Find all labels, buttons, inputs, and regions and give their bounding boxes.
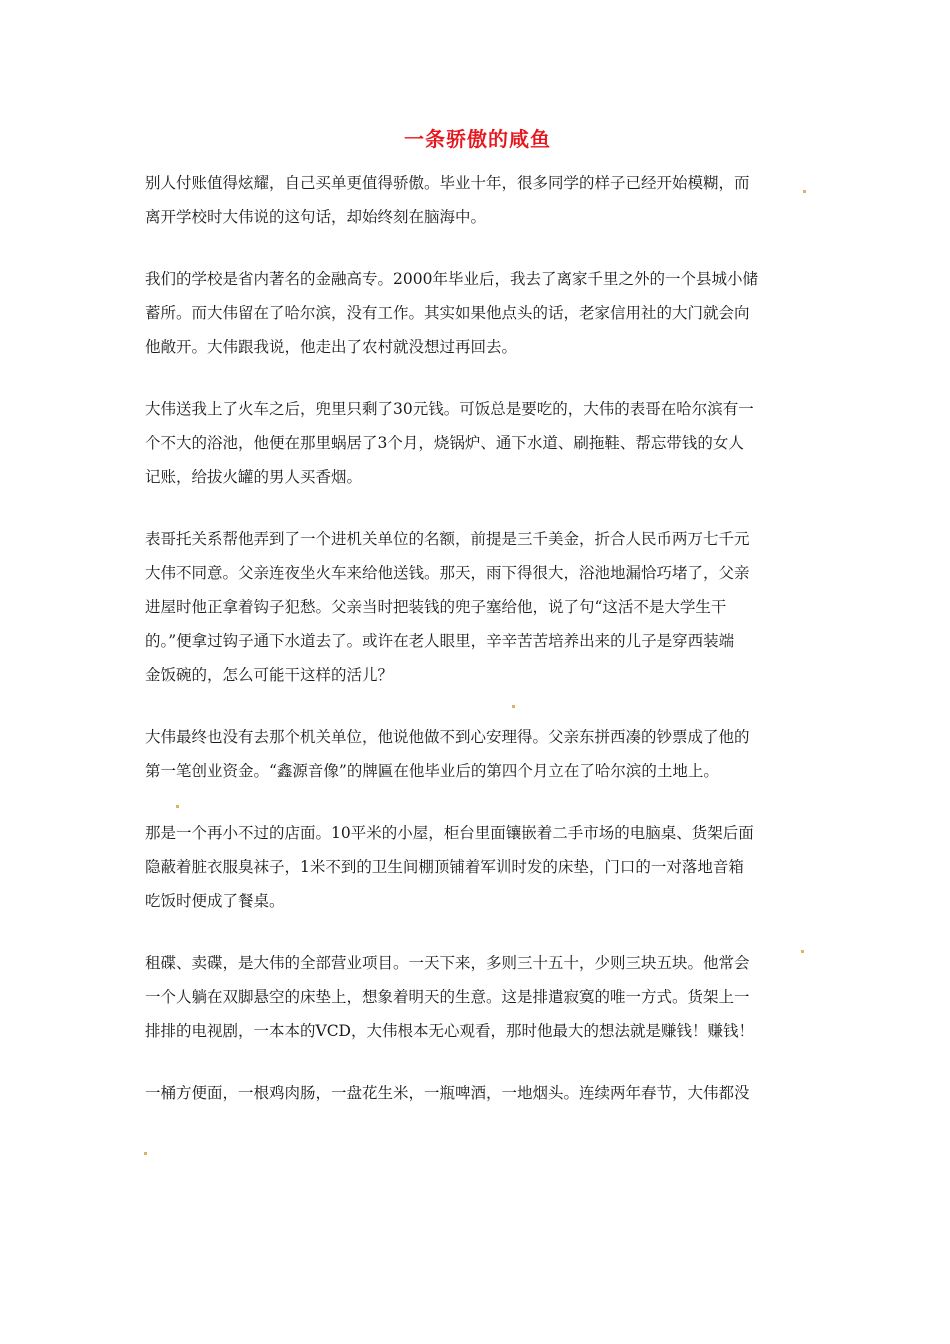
paragraph-8: 一桶方便面，一根鸡肉肠，一盘花生米，一瓶啤酒，一地烟头。连续两年春节，大伟都没 <box>145 1084 750 1102</box>
scan-mark <box>803 190 806 193</box>
scan-mark <box>512 705 515 708</box>
paragraph-1: 别人付账值得炫耀，自己买单更值得骄傲。毕业十年，很多同学的样子已经开始模糊，而 离开学校时大伟说的这句话，却始终刻在脑海中。 <box>145 174 750 226</box>
scan-mark <box>801 950 804 953</box>
paragraph-7: 租碟、卖碟，是大伟的全部营业项目。一天下来，多则三十五十，少则三块五块。他常会 一个人躺在双脚悬空的床垫上，想象着明天的生意。这是排遣寂寞的唯一方式。货架上一 排排的电视剧，一本本的VCD，大伟根本无心观看，那时他最大的想法就是赚钱！赚钱！ <box>145 954 754 1040</box>
paragraph-5: 大伟最终也没有去那个机关单位，他说他做不到心安理得。父亲东拼西凑的钞票成了他的 第一笔创业资金。“鑫源音像”的牌匾在他毕业后的第四个月立在了哈尔滨的土地上。 <box>145 728 750 780</box>
paragraph-4: 表哥托关系帮他弄到了一个进机关单位的名额，前提是三千美金，折合人民币两万七千元 大伟不同意。父亲连夜坐火车来给他送钱。那天，雨下得很大，浴池地漏恰巧堵了，父亲 进屋时他正拿着钩子犯愁。父亲当时把装钱的兜子塞给他，说了句“这活不是大学生干 的。”便拿过钩子通下水道去了。或许在老人眼里，辛辛苦苦培养出来的儿子是穿西装端 金饭碗的，怎么可能干这样的活儿？ <box>145 530 750 684</box>
document-title: 一条骄傲的咸鱼 <box>404 127 551 151</box>
scan-mark <box>144 1152 147 1155</box>
document-page <box>145 120 810 1110</box>
paragraph-2: 我们的学校是省内著名的金融高专。2000年毕业后，我去了离家千里之外的一个县城小储 蓄所。而大伟留在了哈尔滨，没有工作。其实如果他点头的话，老家信用社的大门就会向 他敞开。大伟跟我说，他走出了农村就没想过再回去。 <box>145 270 758 356</box>
paragraph-6: 那是一个再小不过的店面。10平米的小屋，柜台里面镶嵌着二手市场的电脑桌、货架后面 隐蔽着脏衣服臭袜子，1米不到的卫生间棚顶铺着军训时发的床垫，门口的一对落地音箱 吃饭时便成了餐桌。 <box>145 824 754 910</box>
paragraph-3: 大伟送我上了火车之后，兜里只剩了30元钱。可饭总是要吃的，大伟的表哥在哈尔滨有一 个不大的浴池，他便在那里蜗居了3个月，烧锅炉、通下水道、刷拖鞋、帮忘带钱的女人 记账，给拔火罐的男人买香烟。 <box>145 400 754 486</box>
scan-mark <box>176 805 179 808</box>
